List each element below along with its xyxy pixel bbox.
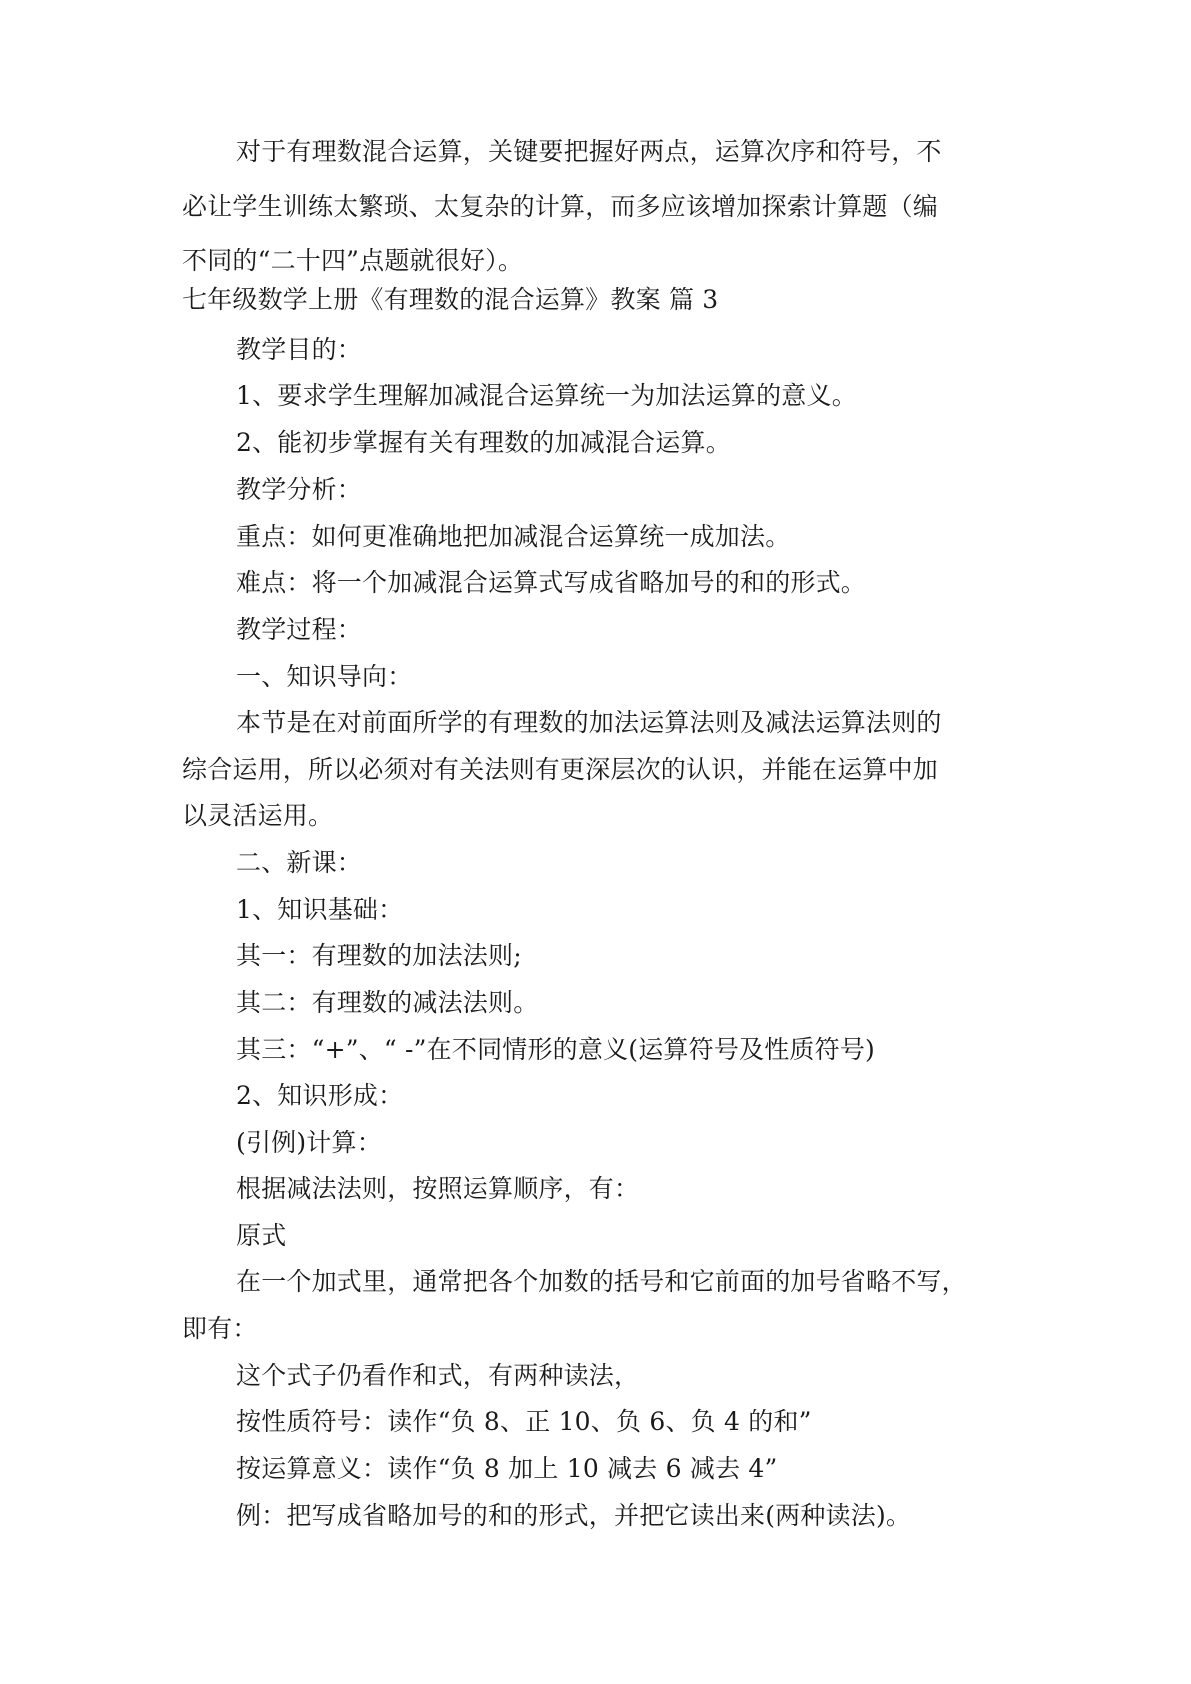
key-point: 重点：如何更准确地把加减混合运算统一成加法。 [236,522,791,551]
part1-heading: 一、知识导向： [236,662,413,691]
basis-item-3: 其三：“+”、“ -”在不同情形的意义(运算符号及性质符号) [236,1035,875,1064]
example-line: 例：把写成省略加号的和的形式，并把它读出来(两种读法)。 [236,1501,912,1530]
formation-heading: 2、知识形成： [236,1081,404,1110]
omit-line-2: 即有： [182,1314,258,1343]
basis-item-1: 其一：有理数的加法法则; [236,941,522,970]
part1-line-1: 本节是在对前面所学的有理数的加法运算法则及减法运算法则的 [236,708,942,737]
example-intro: (引例)计算： [236,1128,382,1157]
original-label: 原式 [236,1221,287,1250]
analysis-heading: 教学分析： [236,475,363,504]
objective-item-1: 1、要求学生理解加减混合运算统一为加法运算的意义。 [236,381,857,410]
basis-heading: 1、知识基础： [236,895,404,924]
read-intro: 这个式子仍看作和式，有两种读法， [236,1361,640,1390]
part1-line-3: 以灵活运用。 [182,801,334,830]
basis-item-2: 其二：有理数的减法法则。 [236,988,539,1017]
objectives-heading: 教学目的： [236,335,363,364]
intro-line-1: 对于有理数混合运算，关键要把握好两点，运算次序和符号，不 [236,137,942,166]
read-by-nature: 按性质符号：读作“负 8、正 10、负 6、负 4 的和” [236,1407,812,1436]
read-by-operation: 按运算意义：读作“负 8 加上 10 减去 6 减去 4” [236,1454,778,1483]
rule-line: 根据减法法则，按照运算顺序，有： [236,1174,640,1203]
process-heading: 教学过程： [236,615,363,644]
difficulty: 难点：将一个加减混合运算式写成省略加号的和的形式。 [236,568,867,597]
section-title: 七年级数学上册《有理数的混合运算》教案 篇 3 [182,285,719,314]
part1-line-2: 综合运用，所以必须对有关法则有更深层次的认识，并能在运算中加 [182,755,939,784]
part2-heading: 二、新课： [236,848,363,877]
omit-line-1: 在一个加式里，通常把各个加数的括号和它前面的加号省略不写， [236,1267,967,1296]
intro-line-2: 必让学生训练太繁琐、太复杂的计算，而多应该增加探索计算题（编 [182,192,939,221]
objective-item-2: 2、能初步掌握有关有理数的加减混合运算。 [236,428,731,457]
intro-line-3: 不同的“二十四”点题就很好）。 [182,246,524,275]
